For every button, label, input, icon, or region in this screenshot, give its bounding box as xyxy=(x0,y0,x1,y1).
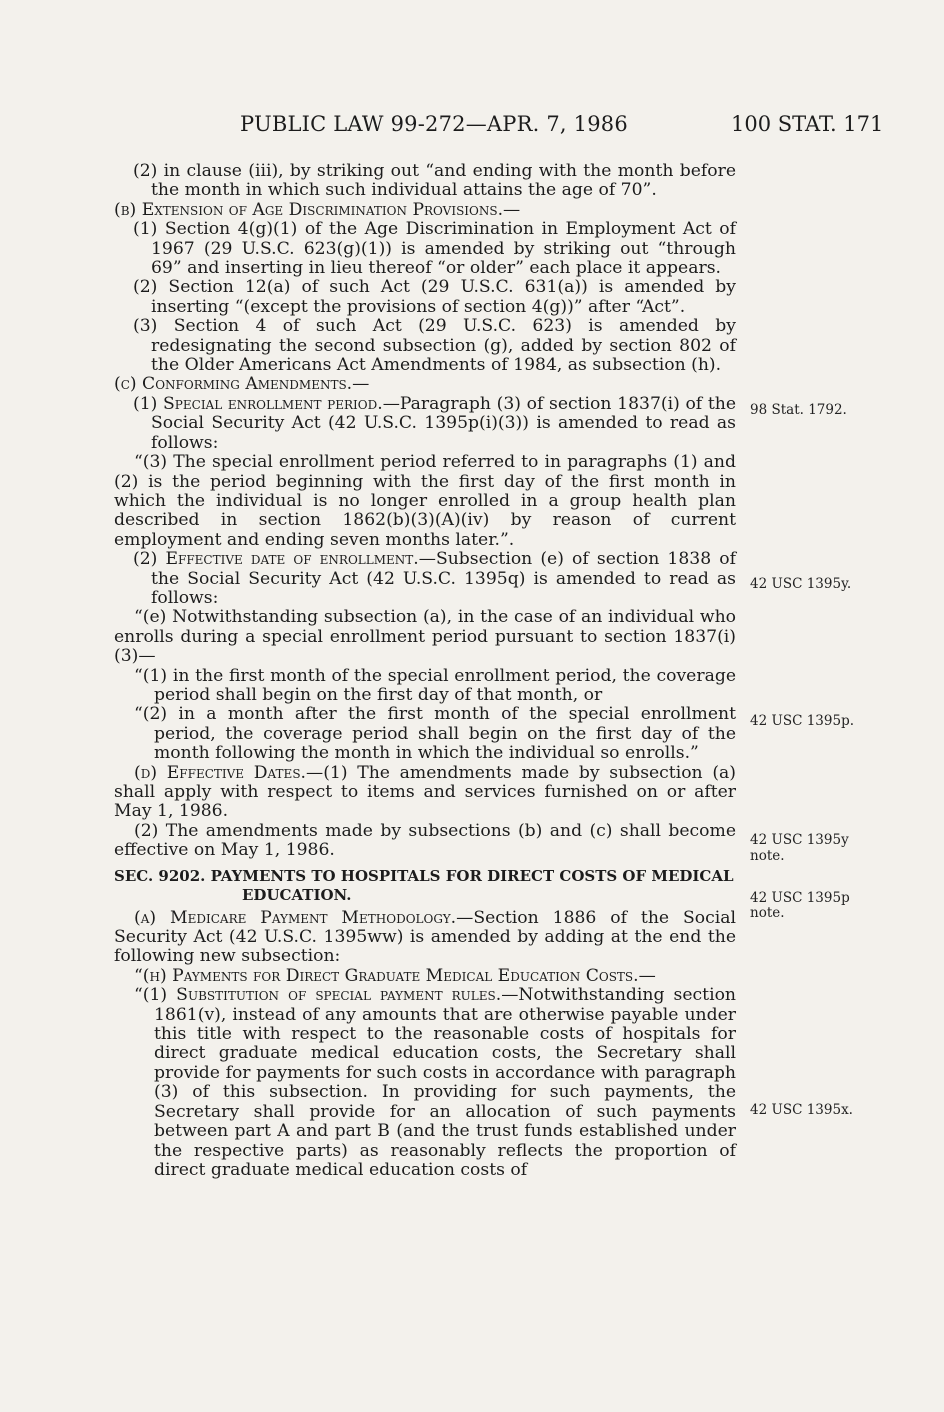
margin-note: 42 USC 1395p. xyxy=(750,713,855,729)
paragraph: “(e) Notwithstanding subsection (a), in the case of an individual who enrolls during a special enrollment period pursuant to section 1837(i)(3)— xyxy=(114,607,736,667)
paragraph: (1) Section 4(g)(1) of the Age Discrimination in Employment Act of 1967 (29 U.S.C. 623(g)(1)) is amended by striking out “through 69” and inserting in lieu thereof “or older” each place it appears. xyxy=(133,219,736,279)
paragraph: (3) Section 4 of such Act (29 U.S.C. 623) is amended by redesignating the second subsection (g), added by section 802 of the Older Americans Act Amendments of 1984, as subsection (h). xyxy=(133,316,736,376)
running-title: PUBLIC LAW 99-272—APR. 7, 1986 xyxy=(240,112,628,136)
subsection-heading xyxy=(114,201,736,220)
margin-note: 42 USC 1395x. xyxy=(750,1102,853,1118)
subsection-heading-text: (b) Extension of Age Discrimination Provisions.— xyxy=(114,199,521,220)
margin-note: 42 USC 1395p xyxy=(750,890,850,906)
paragraph-heading: “(1) Substitution of special payment rules.— xyxy=(134,985,519,1006)
paragraph-heading: (a) Medicare Payment Methodology.— xyxy=(134,907,474,928)
subsection-heading xyxy=(114,375,736,394)
section-heading: SEC. 9202. PAYMENTS TO HOSPITALS FOR DIRECT COSTS OF MEDICAL EDUCATION. xyxy=(114,866,734,904)
paragraph-heading: (d) Effective Dates.— xyxy=(134,762,324,783)
paragraph xyxy=(114,764,736,822)
margin-note: note. xyxy=(750,905,785,921)
paragraph xyxy=(114,395,736,453)
page-header xyxy=(0,112,944,148)
paragraph-text: Section 1886 of the Social Security Act (42 U.S.C. 1395ww) is amended by adding at the end the following new subsection: xyxy=(114,907,736,967)
paragraph-heading: (1) Special enrollment period.— xyxy=(133,393,400,414)
paragraph xyxy=(114,909,736,967)
margin-note: 98 Stat. 1792. xyxy=(750,402,847,418)
paragraph xyxy=(114,550,736,608)
law-text-body xyxy=(114,162,736,1180)
paragraph-heading: (2) Effective date of enrollment.— xyxy=(133,549,436,570)
margin-note: note. xyxy=(750,848,785,864)
subsection-heading-text: (c) Conforming Amendments.— xyxy=(114,374,370,395)
paragraph-text: (1) The amendments made by subsection (a) shall apply with respect to items and services furnished on or after May 1, 1986. xyxy=(114,762,736,822)
paragraph xyxy=(114,986,736,1180)
paragraph-text: Subsection (e) of section 1838 of the Social Security Act (42 U.S.C. 1395q) is amended to read as follows: xyxy=(151,549,736,608)
paragraph: “(h) Payments for Direct Graduate Medical Education Costs.— xyxy=(134,965,656,986)
stat-page-number: 100 STAT. 171 xyxy=(731,112,884,136)
paragraph: (2) in clause (iii), by striking out “and ending with the month before the month in which such individual attains the age of 70”. xyxy=(133,161,736,201)
margin-note: 42 USC 1395y. xyxy=(750,576,852,592)
paragraph: (2) Section 12(a) of such Act (29 U.S.C. 631(a)) is amended by inserting “(except the provisions of section 4(g))” after “Act”. xyxy=(133,277,736,317)
paragraph: “(2) in a month after the first month of the special enrollment period, the coverage period shall begin on the first day of the month following the month in which the individual so enrolls.” xyxy=(134,704,736,764)
paragraph-text: Notwithstanding section 1861(v), instead of any amounts that are otherwise payable under this title with respect to the reasonable costs of hospitals for direct graduate medical education costs, the Secretary shall provide for payments for such costs in accordance with paragraph (3) of this subsection. In providing for such payments, the Secretary shall provide for an allocation of such payments between part A and part B (and the trust funds established under the respective parts) as reasonably reflects the proportion of direct graduate medical education costs of xyxy=(154,985,736,1180)
paragraph: “(1) in the first month of the special enrollment period, the coverage period shall begin on the first day of that month, or xyxy=(134,665,736,705)
paragraph: “(3) The special enrollment period referred to in paragraphs (1) and (2) is the period beginning with the first day of the first month in which the individual is no longer enrolled in a group health plan described in section 1862(b)(3)(A)(iv) by reason of current employment and ending seven months later.”. xyxy=(114,452,736,550)
paragraph: (2) The amendments made by subsections (b) and (c) shall become effective on May 1, 1986. xyxy=(114,820,736,861)
paragraph-text: Paragraph (3) of section 1837(i) of the Social Security Act (42 U.S.C. 1395p(i)(3)) is amended to read as follows: xyxy=(151,393,736,453)
margin-note: 42 USC 1395y xyxy=(750,832,849,848)
